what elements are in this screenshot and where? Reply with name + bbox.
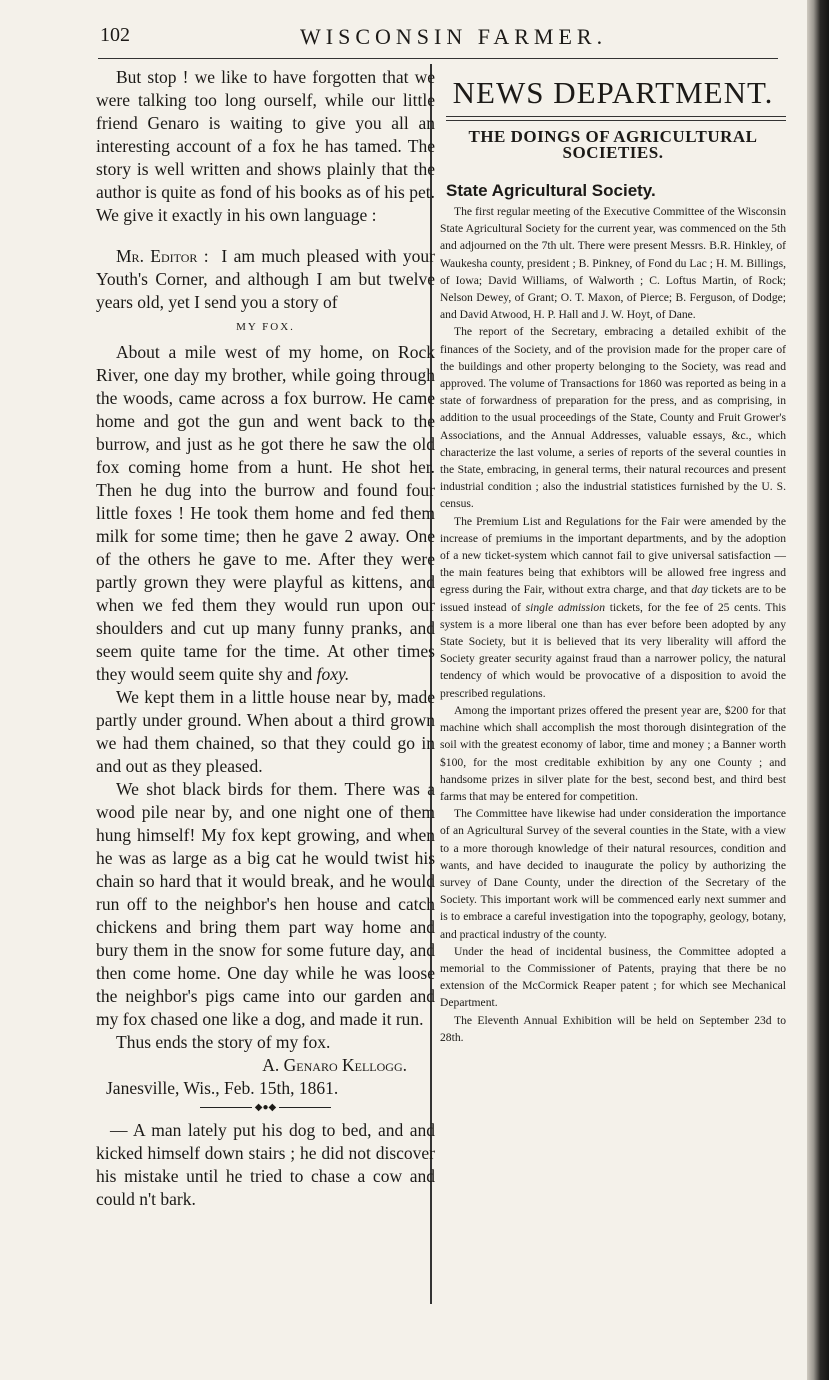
author-signature: A. Genaro Kellogg. — [262, 1055, 407, 1075]
intro-paragraph: But stop ! we like to have forgotten that we were talking too long ourself, while our little friend Genaro is waiting to give you all an interesting account of a fox he has tamed. The story is well written and shows plainly that the author is quite as fond of his books as of his pet. We give it exactly in his own language : — [96, 67, 435, 225]
anecdote-paragraph: — A man lately put his dog to bed, and and kicked himself down stairs ; he did not discover his mistake until he tried to chase a cow and could n't bark. — [96, 1120, 435, 1209]
story-paragraph-1 — [96, 341, 435, 686]
news-paragraph-4: Among the important prizes offered the present year are, $200 for that machine which shall accomplish the most thorough disintegration of the soil with the greatest economy of labor, time and money ; a Banner worth $100, for the most creditable exhibition by any one County ; and handsome prizes in silver plate for the best, second best, and third best farms that may be entered for competition. — [440, 703, 786, 803]
story-italic-word: foxy. — [316, 664, 350, 684]
story-paragraph-3: We shot black birds for them. There was a wood pile near by, and one night one of them hung himself! My fox kept growing, and when he was as large as a big cat he would twist his chain so hard that it would break, and he would run off to the neighbor's hen house and catch chickens and bring them part way home and bury them in the snow for some future day, and then come home. One day while he was loose the neighbor's pigs came into our garden and my fox chased one like a dog, and made it run. — [96, 779, 435, 1029]
page-edge-shadow — [807, 0, 829, 1380]
journal-title: WISCONSIN FARMER. — [300, 24, 608, 49]
ornament-rule-left — [200, 1107, 252, 1108]
department-double-rule — [446, 116, 786, 121]
story-paragraph-2: We kept them in a little house near by, made partly under ground. When about a third grown we had them chained, so that they could go in and out as they pleased. — [96, 687, 435, 776]
news-italic-day: day — [691, 583, 709, 597]
letter-text: I am much pleased with your Youth's Corner, and although I am but twelve years old, yet I send you a story of — [96, 246, 435, 312]
news-paragraph-3 — [440, 513, 786, 702]
letter-paragraph — [96, 245, 435, 314]
news-paragraph-5: The Committee have likewise had under consideration the importance of an Agricultural Survey of the several counties in the State, with a view to a more thorough knowledge of their natural resources, condition and wants, and have decided to inaugurate the policy by authorizing the survey of Dane County, under the direction of the Secretary of the Society. This important work will be commenced early next summer and is to embrace a careful investigation into the topography, geology, botany, and practical industry of the county. — [440, 807, 786, 941]
story-title: MY FOX. — [236, 321, 295, 333]
news-paragraph-1: The first regular meeting of the Executive Committee of the Wisconsin State Agricultural Society for the current year, was commenced on the 5th and adjourned on the 7th ult. There were present Messrs. B.R. Hinkley, of Waukesha county, president ; B. Pinkney, of Fond du Lac ; H. M. Billings, of Iowa; David Williams, of Walworth ; C. Loftus Martin, of Rock; Nelson Dewey, of Grant; O. T. Maxon, of Pierce; B. Ferguson, of Dodge; and David Atwood, H. P. Hall and J. W. Hoyt, of Dane. — [440, 205, 786, 322]
page-number: 102 — [100, 24, 130, 46]
story-paragraph-1-text: About a mile west of my home, on Rock River, one day my brother, while going through the woods, came across a fox burrow. He came home and got the gun and went back to the burrow, and just as he got there he saw the old fox coming home from a hunt. He shot her. Then he dug into the burrow and found four little foxes ! He took them home and fed them milk for some time; then he gave 2 away. One of the others he gave to me. After they were partly grown they were playful as kittens, and when we fed them they would run upon our shoulders and cut up many funny pranks, and seem quite tame for the time. At other times they would seem quite shy and — [96, 342, 435, 684]
news-paragraph-3-part-a: The Premium List and Regulations for the Fair were amended by the increase of premiums in the important departments, and by the adoption of a new ticket-system which cannot fail to give universal satisfaction —the main features being that exhibtors will be allowed free ingress and egress during the Fair, without extra charge, and that — [440, 514, 786, 597]
page-header — [100, 24, 800, 54]
spacer — [96, 227, 435, 245]
department-title: NEWS DEPARTMENT. — [452, 75, 774, 110]
header-rule — [98, 58, 778, 59]
news-paragraph-3-part-b: tickets are to be issued instead of — [440, 583, 786, 614]
ornament-divider: ◆●◆ — [96, 1103, 435, 1113]
section-title: THE DOINGS OF AGRICULTURAL SOCIETIES. — [468, 127, 758, 162]
news-italic-single-admission: single admission — [525, 600, 606, 614]
news-paragraph-2: The report of the Secretary, embracing a detailed exhibit of the finances of the Society, and of the provision made for the proper care of the buildings and other property belonging to the Society, was read and approved. The volume of Transactions for 1860 was reported as being in a state of forwardness of preparation for the press, and as comprising, in addition to the usual proceedings of the State, County and Fruit Grower's Associations, and the Annual Addresses, valuable essays, &c., which characterize the last volume, a series of reports of the several counties in the State, embracing, in general terms, their natural recources and present industrial condition ; also the industrial statistices furnished by the U. S. census. — [440, 325, 786, 511]
salutation: Mr. Editor : — [116, 246, 209, 266]
news-paragraph-7: The Eleventh Annual Exhibition will be held on September 23d to 28th. — [440, 1013, 786, 1044]
news-paragraph-3-part-c: tickets, for the fee of 25 cents. This system is a more liberal one than has ever before been adopted by any State Society, but it is believed that its very liberality will afford the Society greater security against fraud than a narrower policy, the natural tendency of which would be provocative of a disposition to avoid the prescribed regulations. — [440, 600, 786, 700]
left-column — [96, 66, 435, 1211]
news-paragraph-6: Under the head of incidental business, the Committee adopted a memorial to the Commissioner of Patents, praying that there be no extension of the McCormick Reaper patent ; for which see Mechanical Department. — [440, 944, 786, 1010]
subsection-title: State Agricultural Society. — [446, 181, 656, 200]
ornament-rule-right — [279, 1107, 331, 1108]
right-column — [440, 70, 786, 1046]
place-date: Janesville, Wis., Feb. 15th, 1861. — [106, 1078, 339, 1098]
story-closing: Thus ends the story of my fox. — [116, 1032, 331, 1052]
